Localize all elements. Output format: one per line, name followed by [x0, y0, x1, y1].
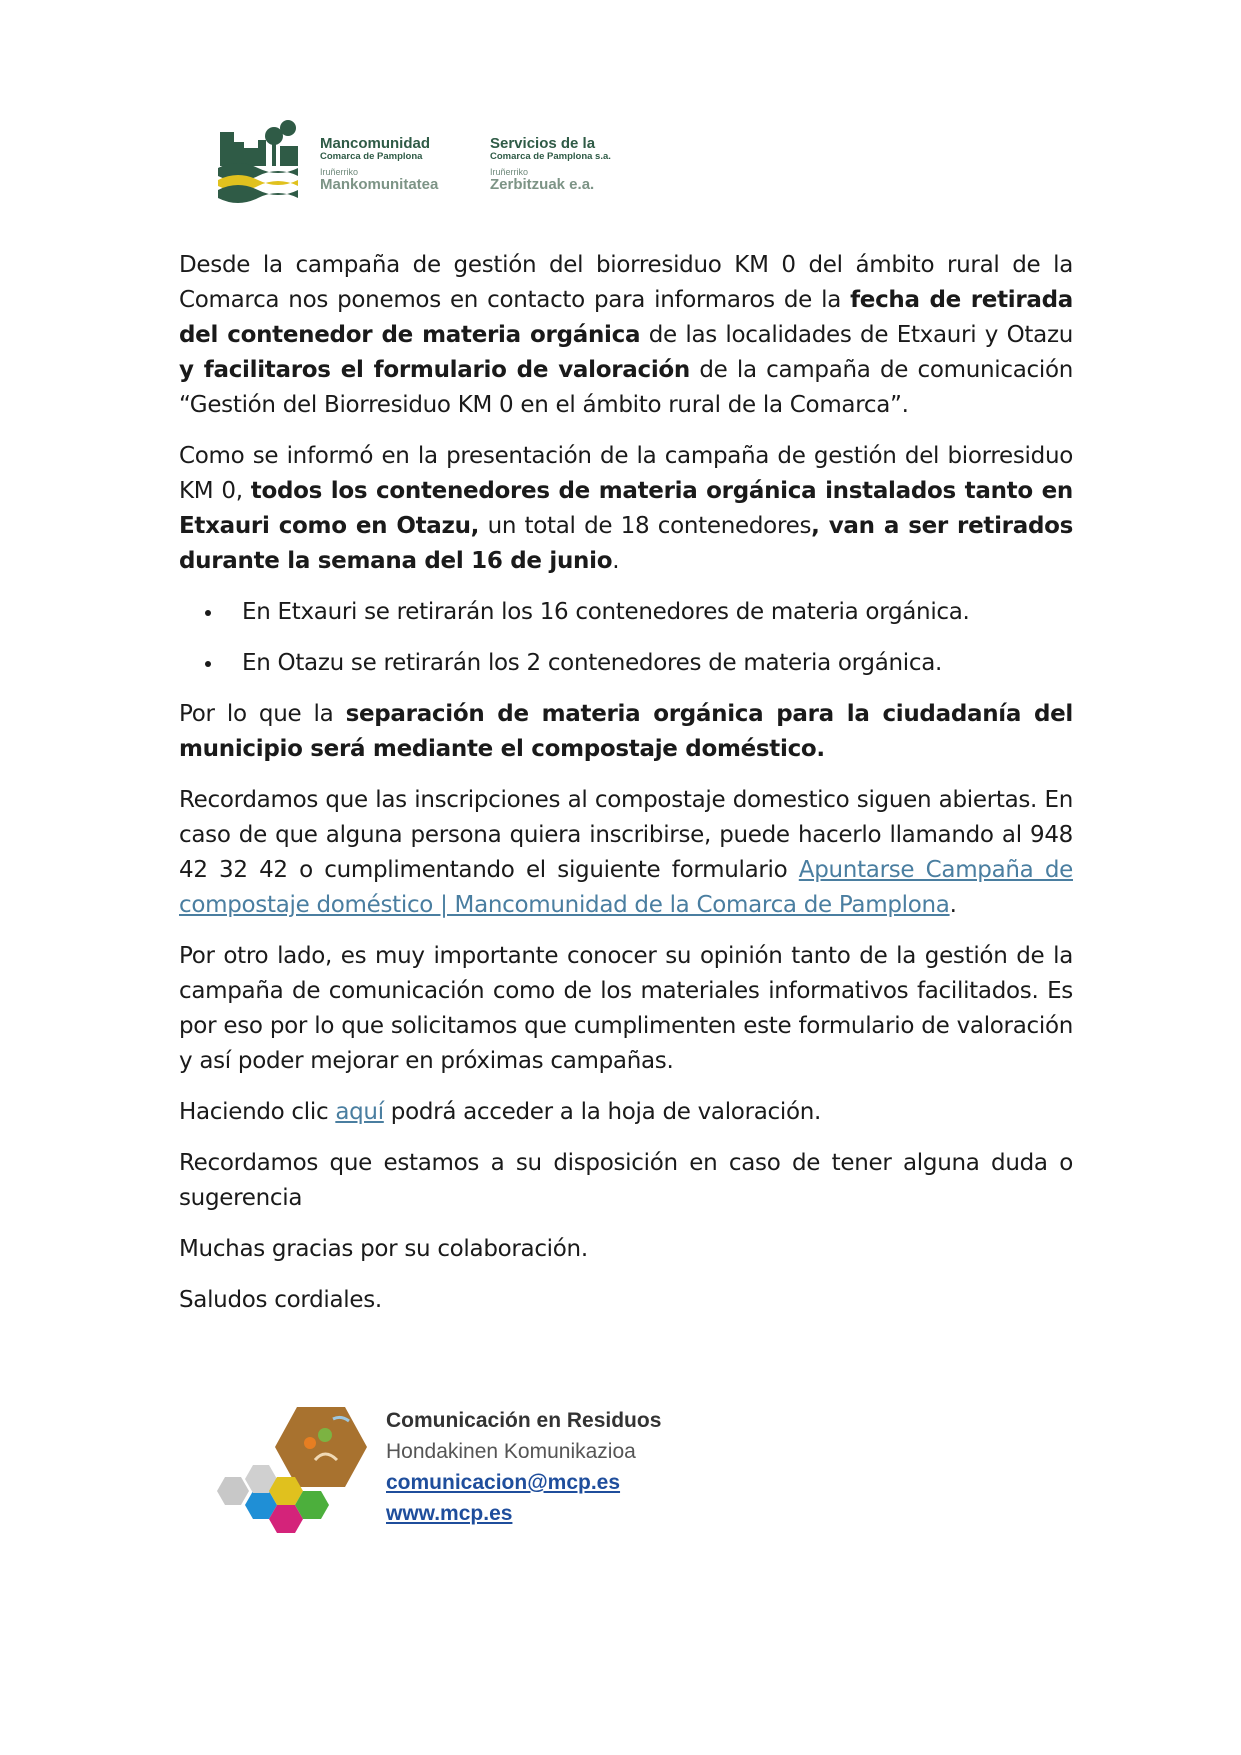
paragraph-removal: Como se informó en la presentación de la campaña de gestión del biorresiduo KM 0, todos los contenedores de materia orgánica instalados tanto en Etxauri como en Otazu, un total de 18 contenedores, van a ser retirados durante la semana del 16 de junio. — [179, 443, 1073, 574]
paragraph-availability: Recordamos que estamos a su disposición en caso de tener alguna duda o sugerencia — [179, 1150, 1073, 1211]
paragraph-click-here: Haciendo clic aquí podrá acceder a la hoja de valoración. — [179, 1099, 822, 1125]
bullet-list — [179, 595, 1073, 681]
paragraph-thanks: Muchas gracias por su colaboración. — [179, 1236, 588, 1262]
hexagon-logo-icon — [215, 1405, 375, 1535]
mancomunidad-emblem-icon — [218, 118, 318, 218]
list-item: En Otazu se retirarán los 2 contenedores de materia orgánica. — [179, 646, 1073, 681]
signature-subtitle: Hondakinen Komunikazioa — [386, 1440, 636, 1463]
signature-block — [215, 1405, 715, 1535]
logo-text-mancomunidad: Mancomunidad Comarca de Pamplona Iruñerriko Mankomunitatea — [320, 135, 439, 194]
paragraph-registration: Recordamos que las inscripciones al compostaje domestico siguen abiertas. En caso de que alguna persona quiera inscribirse, puede hacerlo llamando al 948 42 32 42 o cumplimentando el siguiente formulario Apuntarse Campaña de compostaje doméstico | Mancomunidad de la Comarca de Pamplona. — [179, 787, 1073, 918]
paragraph-feedback: Por otro lado, es muy importante conocer su opinión tanto de la gestión de la campaña de comunicación como de los materiales informativos facilitados. Es por eso por lo que solicitamos que cumplimenten este formulario de valoración y así poder mejorar en próximas campañas. — [179, 943, 1073, 1074]
bullet-icon — [205, 661, 211, 667]
list-item: En Etxauri se retirarán los 16 contenedores de materia orgánica. — [179, 595, 1073, 630]
evaluation-form-link[interactable]: aquí — [335, 1099, 384, 1125]
logo-text-servicios: Servicios de la Comarca de Pamplona s.a. Iruñerriko Zerbitzuak e.a. — [490, 135, 611, 194]
paragraph-intro: Desde la campaña de gestión del biorresiduo KM 0 del ámbito rural de la Comarca nos ponemos en contacto para informaros de la fecha de retirada del contenedor de materia orgánica de las localidades de Etxauri y Otazu y facilitaros el formulario de valoración de la campaña de comunicación “Gestión del Biorresiduo KM 0 en el ámbito rural de la Comarca”. — [179, 252, 1073, 418]
signature-text — [386, 1405, 661, 1529]
header-logo — [218, 118, 658, 218]
email-link[interactable]: comunicacion@mcp.es — [386, 1471, 621, 1494]
signature-title: Comunicación en Residuos — [386, 1409, 662, 1432]
paragraph-closing: Saludos cordiales. — [179, 1287, 382, 1313]
bullet-icon — [205, 610, 211, 616]
composting-signup-link[interactable]: Apuntarse Campaña de compostaje doméstico | Mancomunidad de la Comarca de Pamplona — [179, 857, 1073, 918]
paragraph-composting: Por lo que la separación de materia orgánica para la ciudadanía del municipio será mediante el compostaje doméstico. — [179, 701, 1074, 762]
letter-body — [179, 248, 1073, 1334]
website-link[interactable]: www.mcp.es — [386, 1502, 513, 1525]
